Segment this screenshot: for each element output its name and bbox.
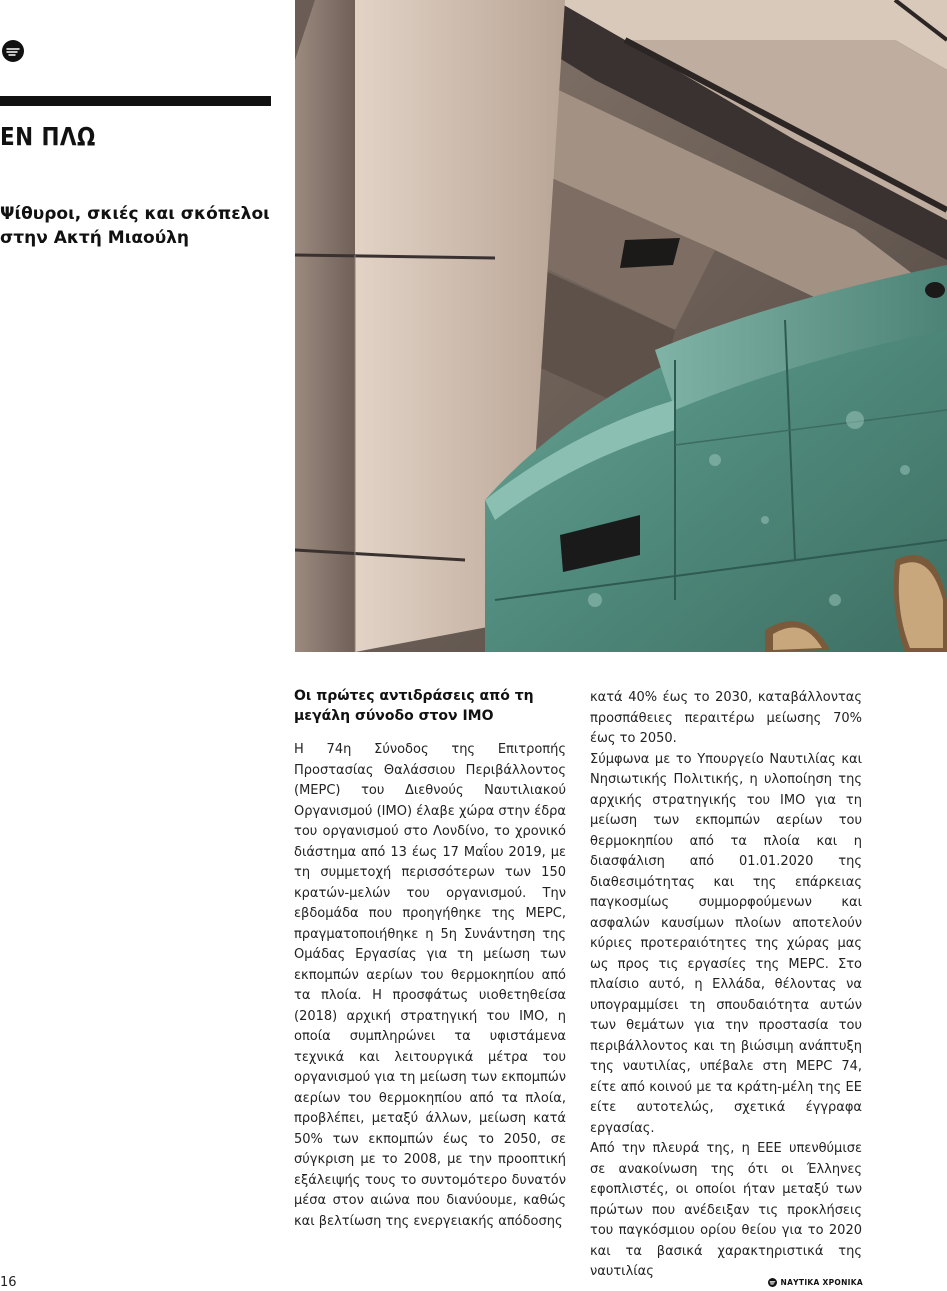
page-number: 16 — [0, 1275, 17, 1290]
stacked-lines-circle-icon — [768, 1278, 777, 1287]
photo-illustration — [295, 0, 947, 652]
article-column-right — [590, 688, 862, 1283]
article-subtitle: Ψίθυροι, σκιές και σκόπελοι στην Ακτή Μιαούλη — [0, 204, 270, 248]
publication-brand — [768, 1278, 864, 1287]
article-photo — [295, 0, 947, 652]
article-column-left — [294, 686, 566, 1232]
article-paragraph: κατά 40% έως το 2030, καταβάλλοντας προσπάθειες περαιτέρω μείωσης 70% έως το 2050. — [590, 690, 862, 746]
article-heading: Οι πρώτες αντιδράσεις από τη μεγάλη σύνοδο στον IMO — [294, 688, 534, 724]
section-icon — [2, 40, 24, 62]
article-paragraph: Η 74η Σύνοδος της Επιτροπής Προστασίας Θαλάσσιου Περιβάλλοντος (MEPC) του Διεθνούς Ναυτιλιακού Οργανισμού (IMO) έλαβε χώρα στην έδρα του οργανισμού στο Λονδίνο, το χρονικό διάστημα από 13 έως 17 Μαΐου 2019, με τη συμμετοχή περισσότερων των 150 κρατών-μελών του οργανισμού. Την εβδομάδα που προηγήθηκε της MEPC, πραγματοποιήθηκε η 5η Συνάντηση της Ομάδας Εργασίας για τη μείωση των εκπομπών αερίων του θερμοκηπίου από τα πλοία. Η προσφάτως υιοθετηθείσα (2018) αρχική στρατηγική του IMO, η οποία συμπληρώνει τα υφιστάμενα τεχνικά και λειτουργικά μέτρα του οργανισμού για τη μείωση των εκπομπών αερίων του θερμοκηπίου από τα πλοία, προβλέπει, μεταξύ άλλων, μείωση κατά 50% των εκπομπών έως το 2050, σε σύγκριση με το 2008, με την προοπτική εξάλειψής τους το συντομότερο δυνατόν μέσα στον αιώνα που διανύουμε, καθώς και βελτίωση της ενεργειακής απόδοσης — [294, 742, 566, 1229]
brand-name: ΝΑΥΤΙΚΑ ΧΡΟΝΙΚΑ — [780, 1278, 863, 1287]
article-paragraph: Από την πλευρά της, η ΕΕΕ υπενθύμισε σε ανακοίνωση της ότι οι Έλληνες εφοπλιστές, οι οποίοι ήταν μεταξύ των πρώτων που ανέδειξαν τις προκλήσεις του παγκόσμιου ορίου θείου για το 2020 και τα βασικά χαρακτηριστικά της ναυτιλίας — [590, 1141, 862, 1279]
section-title: ΕΝ ΠΛΩ — [0, 122, 96, 151]
section-divider-bar — [0, 96, 271, 106]
article-paragraph: Σύμφωνα με το Υπουργείο Ναυτιλίας και Νησιωτικής Πολιτικής, η υλοποίηση της αρχικής στρατηγικής του IMO για τη μείωση των εκπομπών αερίων του θερμοκηπίου από τα πλοία και η διασφάλιση από 01.01.2020 της διαθεσιμότητας και της επάρκειας παγκοσμίως συμμορφούμενων και ασφαλών καυσίμων πλοίων αποτελούν κύριες προτεραιότητες της χώρας μας ως προς τις εργασίες της MEPC. Στο πλαίσιο αυτό, η Ελλάδα, θέλοντας να υπογραμμίσει τη σπουδαιότητα αυτών των θεμάτων για την προστασία του περιβάλλοντος και τη βιώσιμη ανάπτυξη της ναυτιλίας, υπέβαλε στη MEPC 74, είτε από κοινού με τα κράτη-μέλη της ΕΕ είτε αυτοτελώς, σχετικά έγγραφα εργασίας. — [590, 751, 862, 1136]
